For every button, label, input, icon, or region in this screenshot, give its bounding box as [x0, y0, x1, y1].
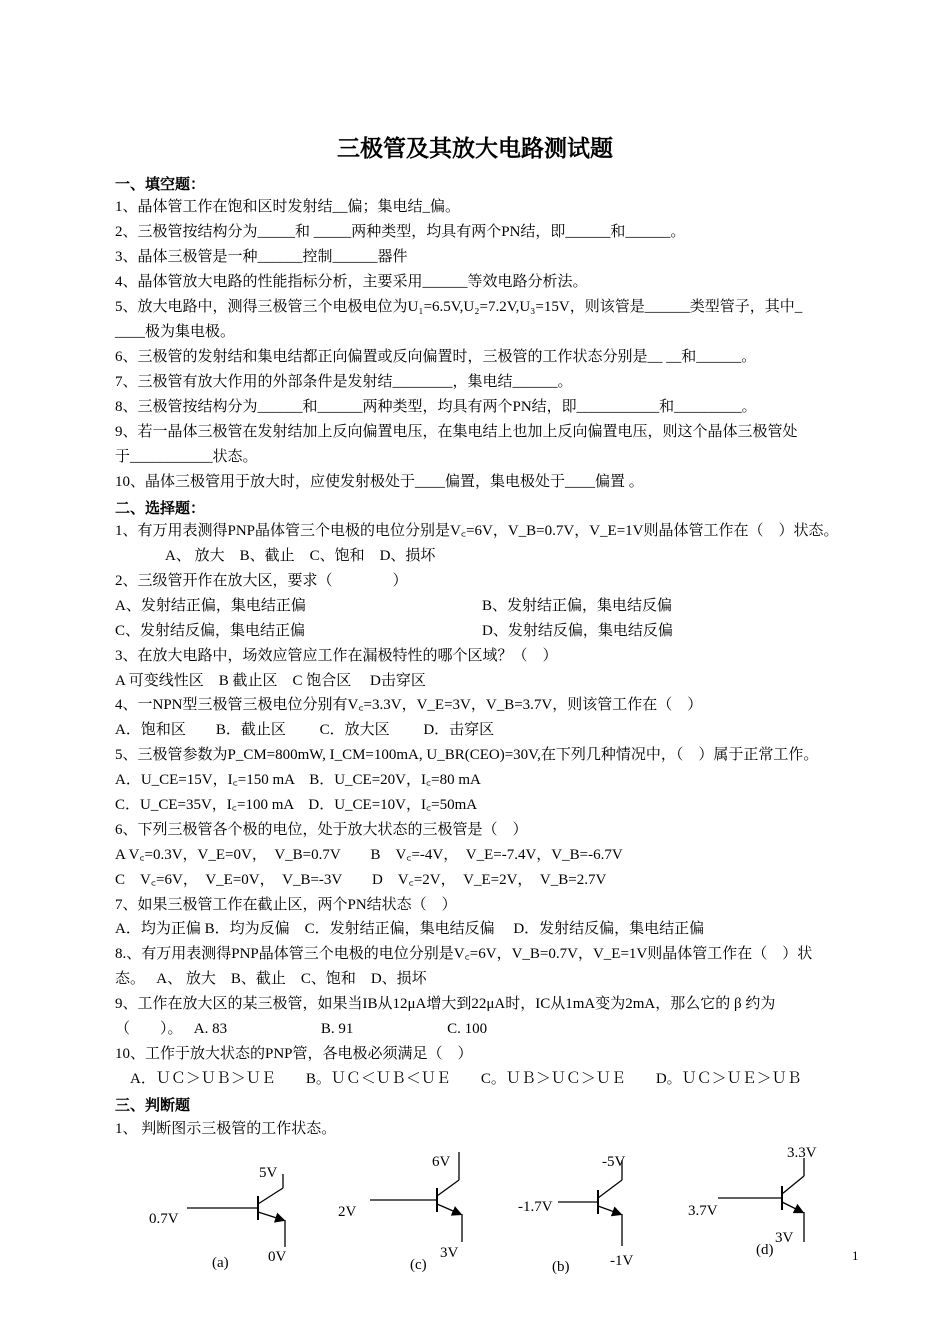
- fill-question-4: 4、晶体管放大电路的性能指标分析，主要采用______等效电路分析法。: [115, 274, 588, 290]
- circuit-a-base-voltage: 0.7V: [149, 1211, 179, 1227]
- fill-question-6: 6、三极管的发射结和集电结都正向偏置或反向偏置时，三极管的工作状态分别是__ __和______。: [115, 349, 757, 365]
- choice-question-8: 8.、有万用表测得PNP晶体管三个电极的电位分别是V꜀=6V，V_B=0.7V，V_E=1V则晶体管工作在（ ）状: [115, 946, 813, 962]
- circuit-b-base-voltage: -1.7V: [518, 1199, 553, 1215]
- circuit-d-emitter-arrow: [782, 1202, 802, 1212]
- choice-question-5: 5、三极管参数为P_CM=800mW, I_CM=100mA, U_BR(CEO)=30V,在下列几种情况中，（ ）属于正常工作。: [115, 747, 819, 763]
- circuit-d-label: (d): [756, 1242, 774, 1258]
- circuit-a-collector-voltage: 5V: [259, 1165, 278, 1181]
- choice-question-6: 6、下列三极管各个极的电位，处于放大状态的三极管是（ ）: [115, 822, 528, 838]
- circuit-d-emitter-voltage: 3V: [775, 1230, 794, 1246]
- fill-question-9-cont: 于___________状态。: [115, 449, 258, 465]
- choice-question-4-options: A．饱和区 B．截止区 C．放大区 D．击穿区: [115, 722, 495, 738]
- section-judge-heading: 三、判断题: [115, 1096, 191, 1114]
- circuit-a-emitter-arrow: [258, 1212, 283, 1220]
- section-fill-heading: 一、填空题：: [115, 175, 206, 193]
- choice-question-9: 9、工作在放大区的某三极管，如果当IB从12μA增大到22μA时，IC从1mA变为2mA，那么它的 β 约为: [115, 996, 776, 1012]
- fill-question-5-cont: ____极为集电极。: [115, 324, 236, 340]
- circuit-c-emitter-voltage: 3V: [440, 1245, 459, 1261]
- circuit-b-emitter-arrow: [598, 1206, 620, 1214]
- circuit-a-emitter-voltage: 0V: [268, 1249, 287, 1265]
- choice-question-6-options-cd: C V꜀=6V， V_E=0V， V_B=-3V D V꜀=2V， V_E=2V， V_B=2.7V: [115, 872, 607, 888]
- choice-question-6-options-ab: A V꜀=0.3V，V_E=0V， V_B=0.7V B V꜀=-4V， V_E=-7.4V，V_B=-6.7V: [115, 847, 623, 863]
- choice-question-5-options-ab: A．U_CE=15V，I꜀=150 mA B．U_CE=20V，I꜀=80 mA: [115, 772, 481, 788]
- choice-question-2-option-c: C、发射结反偏，集电结正偏: [115, 623, 306, 639]
- document-title: 三极管及其放大电路测试题: [337, 136, 613, 162]
- circuit-a-label: (a): [212, 1255, 229, 1271]
- circuit-d-collector-lead: [782, 1176, 804, 1194]
- choice-question-2-option-a: A、发射结正偏，集电结正偏: [115, 598, 306, 614]
- fill-question-1: 1、晶体管工作在饱和区时发射结__偏；集电结_偏。: [115, 199, 461, 215]
- circuit-c-collector-voltage: 6V: [432, 1154, 451, 1170]
- page-number: 1: [852, 1248, 859, 1263]
- judge-question-1: 1、 判断图示三极管的工作状态。: [115, 1121, 337, 1137]
- circuit-d: [688, 1145, 817, 1258]
- circuit-b: [518, 1154, 633, 1275]
- choice-question-2-option-d: D、发射结反偏，集电结反偏: [482, 623, 673, 639]
- circuit-b-collector-voltage: -5V: [602, 1154, 626, 1170]
- fill-question-8: 8、三极管按结构分为______和______两种类型，均具有两个PN结，即___________和_________。: [115, 399, 757, 415]
- circuit-c: [338, 1152, 462, 1273]
- choice-question-3: 3、在放大电路中，场效应管应工作在漏极特性的哪个区域？（ ）: [115, 648, 558, 664]
- fill-question-2: 2、三极管按结构分为_____和 _____两种类型，均具有两个PN结，即______和______。: [115, 224, 686, 240]
- circuit-d-collector-voltage: 3.3V: [787, 1145, 817, 1161]
- choice-question-1: 1、有万用表测得PNP晶体管三个电极的电位分别是V꜀=6V，V_B=0.7V，V_E=1V则晶体管工作在（ ）状态。: [115, 523, 839, 539]
- circuit-b-emitter-voltage: -1V: [610, 1253, 634, 1269]
- choice-question-10: 10、工作于放大状态的PNP管，各电极必须满足（ ）: [115, 1046, 473, 1062]
- circuit-a-collector-lead: [258, 1188, 283, 1204]
- section-choice-heading: 二、选择题：: [115, 499, 206, 517]
- choice-question-7: 7、如果三极管工作在截止区，两个PN结状态（ ）: [115, 897, 457, 913]
- circuit-a: [149, 1165, 287, 1271]
- circuit-c-label: (c): [410, 1257, 427, 1273]
- choice-question-5-options-cd: C．U_CE=35V，I꜀=100 mA D．U_CE=10V，I꜀=50mA: [115, 797, 478, 813]
- fill-question-3: 3、晶体三极管是一种______控制______器件: [115, 249, 408, 265]
- choice-question-8-options: 态。 A、 放大 B、截止 C、饱和 D、损坏: [115, 971, 427, 987]
- fill-question-5: 5、放大电路中，测得三极管三个电极电位为U₁=6.5V,U₂=7.2V,U₃=15V，则该管是______类型管子，其中_: [115, 299, 803, 315]
- choice-question-7-options: A．均为正偏 B．均为反偏 C．发射结正偏，集电结反偏 D．发射结反偏，集电结正偏: [115, 921, 705, 937]
- choice-question-9-options: （ ）。 A. 83 B. 91 C. 100: [115, 1021, 488, 1037]
- circuit-c-emitter-arrow: [437, 1204, 460, 1214]
- fill-question-9: 9、若一晶体三极管在发射结加上反向偏置电压，在集电结上也加上反向偏置电压，则这个晶体三极管处: [115, 424, 798, 440]
- fill-question-10: 10、晶体三极管用于放大时，应使发射极处于____偏置，集电极处于____偏置 。: [115, 474, 644, 490]
- fill-question-7: 7、三极管有放大作用的外部条件是发射结________，集电结______。: [115, 374, 573, 390]
- choice-question-10-options: A．ＵＣ＞ＵＢ＞ＵＥ B。ＵＣ＜ＵＢ＜ＵＥ C。ＵＢ＞ＵＣ＞ＵＥ D。ＵＣ＞ＵＥ＞ＵＢ: [130, 1071, 802, 1087]
- choice-question-2-option-b: B、发射结正偏，集电结反偏: [482, 598, 673, 614]
- circuit-c-collector-lead: [437, 1180, 459, 1196]
- choice-question-1-options: A、 放大 B、截止 C、饱和 D、损坏: [165, 548, 436, 564]
- choice-question-4: 4、一NPN型三极管三极电位分别有V꜀=3.3V，V_E=3V，V_B=3.7V，则该管工作在（ ）: [115, 697, 703, 713]
- circuit-b-label: (b): [552, 1259, 570, 1275]
- choice-question-2: 2、三级管开作在放大区，要求（ ）: [115, 573, 408, 589]
- circuit-c-base-voltage: 2V: [338, 1204, 357, 1220]
- circuit-d-base-voltage: 3.7V: [688, 1203, 718, 1219]
- choice-question-3-options: A 可变线性区 B 截止区 C 饱合区 D击穿区: [115, 673, 426, 689]
- transistor-circuits-figure: [0, 1130, 950, 1280]
- circuit-b-collector-lead: [598, 1180, 622, 1198]
